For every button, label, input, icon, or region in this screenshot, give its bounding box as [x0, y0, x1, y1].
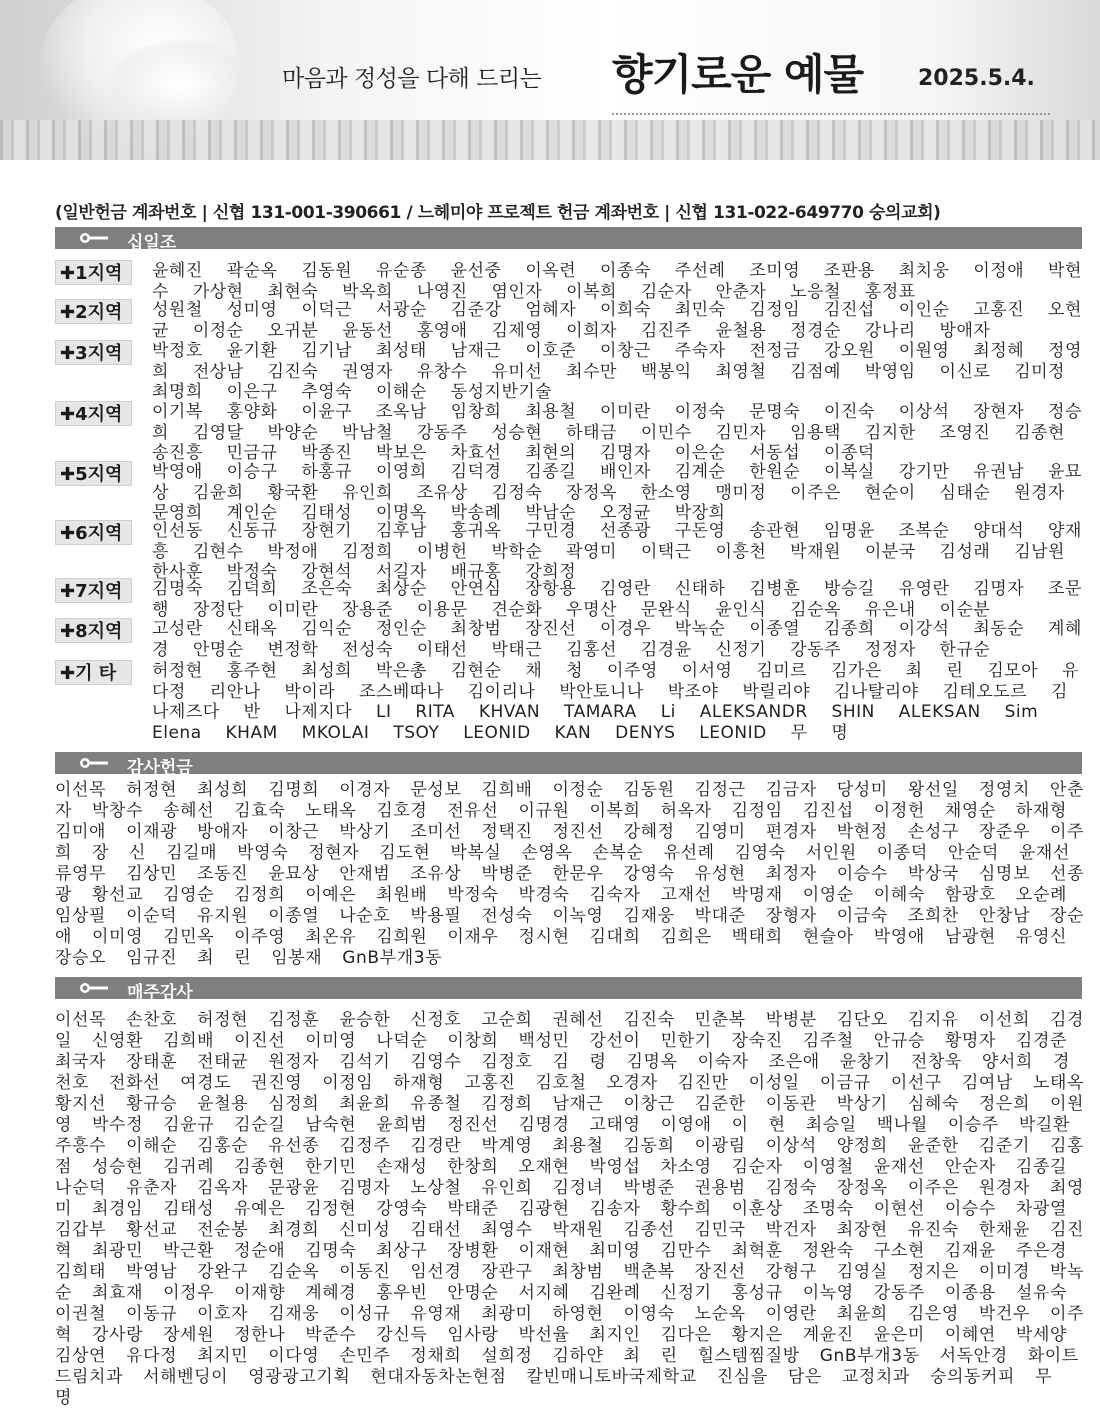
region-names: 고성란 신태옥 김익순 정인순 최창범 장진선 이경우 박녹순 이종열 김종희 이강석 최동순 계혜경 안명순 변정학 전성숙 이태선 박태근 김홍선 김경윤 신정기 강동주 정정자 한규순: [152, 619, 1082, 660]
section-header-thanks: [55, 752, 1082, 778]
region-names: 김명숙 김덕희 조은숙 최상순 안연심 장항용 김영란 신태하 김병훈 방승길 유영란 김명자 조문행 장정단 이미란 장용준 이용문 견순화 우명산 문완식 윤인식 김순옥 유은내 이순분: [152, 579, 1082, 620]
section-header-tithe: [55, 227, 1082, 253]
region-label: ✚6지역: [55, 520, 132, 545]
page-title: 향기로운 예물: [612, 50, 864, 99]
page-date: 2025.5.4.: [918, 66, 1035, 91]
section-title: 매주감사: [127, 983, 193, 1003]
thanks-names: 이선목 허정현 최성희 김명희 이경자 문성보 김희배 이정순 김동원 김정근 김금자 당성미 왕선일 정영치 안춘자 박창수 송혜선 김효숙 노태옥 김호경 전유선 이규원 이복희 허옥자 김정임 김진섭 이정헌 채영순 하재형 김미애 이재광 방애자 이창근 박상기 조미선 정택진 정진선 강혜정 김영미 편경자 박현정 손성구 장준우 이주희 장 신 김길매 박영숙 정현자 김도현 박복실 손영옥 손복순 유선례 김영숙 서인원 이종덕 안순덕 윤재선 류영무 김상민 조동진 윤묘상 안재범 조유상 박병준 한문우 강영숙 유성현 최정자 이승수 박상국 심명보 선종광 황선교 김영순 김정희 이예은 최원배 박정숙 박경숙 김숙자 고재선 박명재 이영순 이혜숙 함광호 오순례 임상필 이순덕 유지원 이종열 나순호 박용필 전성숙 이녹영 김재웅 박대준 장형자 이금숙 조희찬 안창남 장순애 이미영 김민옥 이주영 최온유 김희원 이재우 정시현 김대희 김희은 백태희 현슬아 박영애 남광현 유영신 장승오 임규진 최 린 임봉재 GnB부개3동: [55, 780, 1085, 968]
light-glow-illustration: [110, 40, 250, 130]
region-label: ✚기 타: [55, 660, 132, 685]
region-label: ✚3지역: [55, 340, 132, 365]
region-label: ✚7지역: [55, 578, 132, 603]
forest-illustration: [0, 120, 1100, 160]
section-title: 십일조: [127, 233, 177, 253]
section-header-weekly: [55, 977, 1082, 1003]
region-label: ✚4지역: [55, 401, 132, 426]
weekly-names: 이선목 손찬호 허정현 김정훈 윤승한 신정호 고순희 권혜선 김진숙 민춘복 박병분 김단오 김지유 이선희 김경일 신영환 김희배 이진선 이미영 나덕순 이창희 백성민 강선이 민한기 장숙진 김주철 안규승 황명자 김경준 최국자 장태훈 전태균 원정자 김석기 김영수 김정호 김 령 김명옥 이숙자 조은애 윤창기 전창욱 양서희 경천호 전화선 여경도 권진영 이정임 하재형 고홍진 김호철 오경자 김진만 이성일 이금규 이선구 김여남 노태옥 황지선 황규승 윤철용 심정희 최윤희 유종철 김정희 남재근 이창근 김준한 이동관 박상기 심혜숙 정은희 이원영 박수정 김윤규 김순길 남숙현 윤희범 정진선 김명경 고태영 이영애 이 현 최승일 백나월 이승주 박길환 주흥수 이해순 김홍순 유선종 김정주 김경란 박계영 최용철 김동희 이광림 이상석 양정희 윤준한 김준기 김홍점 성승현 김귀례 김종현 한기민 손재성 한창희 오재현 박영섭 차소영 김순자 이영철 윤재선 안순자 김종길 나순덕 유춘자 김옥자 문광윤 김명자 노상철 유인희 김정녀 박병준 권용범 김정숙 장정옥 이주은 원경자 최영미 최경임 김태성 유예은 김정현 강영숙 박태준 김광현 김송자 황수희 이훈상 조명숙 이현선 이승수 차광열 김갑부 황선교 전순봉 최경희 신미성 김태선 최영수 박재원 김종선 김민국 박건자 최장현 유진숙 한채윤 김진혁 최광민 박근환 정순애 김명숙 최상구 장병환 이재현 최미영 김만수 최혁훈 정완숙 구소현 김재윤 주은경 김희태 박영남 강완구 김순옥 이동진 임선경 장관구 최창범 백춘복 장진선 강형구 김영실 정지은 이미경 박녹순 최효재 이정우 이재향 계혜경 홍우빈 안명순 서지혜 김완례 신정기 홍성규 이녹영 강동주 이종용 설유숙 이권철 이동규 이호자 김재웅 이성규 유영재 최광미 하영현 이영숙 노순옥 이영란 최윤희 김은영 박건우 이주혁 강사랑 장세원 정한나 박준수 강신득 임사랑 박선율 최지인 김다은 황지은 계윤진 윤은미 이혜연 박세양 김상연 유다정 최지민 이다영 손민주 정채희 설희정 김하얀 최 린 힐스템찜질방 GnB부개3동 서독안경 화이트드림치과 서해벤딩이 영광광고기획 현대자동차논현점 칼빈매니토바국제학교 진심을 담은 교정치과 숭의동커피 무 명: [55, 1010, 1085, 1408]
region-names: 허정현 홍주현 최성희 박은총 김현순 채 청 이주영 이서영 김미르 김가은 최 린 김모아 유다정 리안나 박이라 조스베따나 김이리나 박안토니나 박조야 박릴리야 김나탈리야 김테오도르 김 나제즈다 반 나제지다 LI RITA KHVAN TAMARA Li ALEKSANDR SHIN ALEKSAN Sim Elena KHAM MKOLAI TSOY LEONID KAN DENYS LEONID 무 명: [152, 661, 1079, 743]
region-names: 박정호 윤기환 김기남 최성태 남재근 이호준 이창근 주숙자 전정금 강오원 이원영 최정혜 정영희 전상남 김진숙 권영자 유창수 유미선 최수만 백봉익 최영철 김점예 박영임 이신로 김미정 최명희 이은구 추영숙 이해순 동성지반기술: [152, 341, 1082, 402]
title-divider: [612, 113, 1050, 115]
thanks-names-block: [55, 780, 1085, 969]
region-label: ✚1지역: [55, 260, 132, 285]
region-names: 박영애 이승구 하홍규 이영희 김덕경 김종길 배인자 김계순 한원순 이복실 강기만 유권남 윤묘상 김윤희 황국환 유인희 조유상 김정숙 장정옥 한소영 맹미정 이주은 현순이 심태순 원경자 문영희 계인순 김태성 이명옥 박송례 박남순 오정균 박장희: [152, 462, 1082, 523]
header-subtitle: 마음과 정성을 다해 드리는: [282, 66, 542, 92]
region-names: 이기복 홍양화 이윤구 조옥남 임창희 최용철 이미란 이정숙 문명숙 이진숙 이상석 장현자 정승희 김영달 박양순 박남철 강동주 성승현 하태금 이민수 김민자 임용택 김지한 조영진 김종현 송진흥 민금규 박종진 박보은 차효선 최현의 김명자 이은순 서동섭 이종덕: [152, 402, 1082, 463]
account-info: (일반헌금 계좌번호 | 신협 131-001-390661 / 느헤미야 프로젝트 헌금 계좌번호 | 신협 131-022-649770 숭의교회): [55, 203, 941, 223]
region-names: 윤혜진 곽순옥 김동원 유순종 윤선중 이옥련 이종숙 주선례 조미영 조판용 최치웅 이정애 박현수 가상현 최현숙 박옥희 나영진 염인자 이복희 김순자 안춘자 노응철 홍정표: [152, 261, 1082, 302]
section-title: 감사헌금: [127, 758, 193, 778]
bullet-icon: [79, 757, 109, 769]
bullet-icon: [79, 982, 109, 994]
bullet-icon: [79, 232, 109, 244]
region-label: ✚5지역: [55, 461, 132, 486]
region-label: ✚8지역: [55, 618, 132, 643]
region-names: 인선동 신동규 장현기 김후남 홍귀옥 구민경 선종광 구돈영 송관현 임명윤 조복순 양대석 양재흥 김현수 박정애 김정희 이병헌 박학순 곽영미 이택근 이흥천 박재원 이분국 김성래 김남원 한사훈 박정숙 강현석 서길자 배규홍 강희정: [152, 521, 1082, 582]
region-label: ✚2지역: [55, 299, 132, 324]
weekly-names-block: [55, 1010, 1085, 1409]
region-names: 성원철 성미영 이덕근 서광순 김준강 엄혜자 이희숙 최민숙 김정임 김진섭 이인순 고홍진 오현균 이정순 오귀분 윤동선 홍영애 김제영 이희자 김진주 윤철용 정경순 강나리 방애자: [152, 300, 1082, 341]
